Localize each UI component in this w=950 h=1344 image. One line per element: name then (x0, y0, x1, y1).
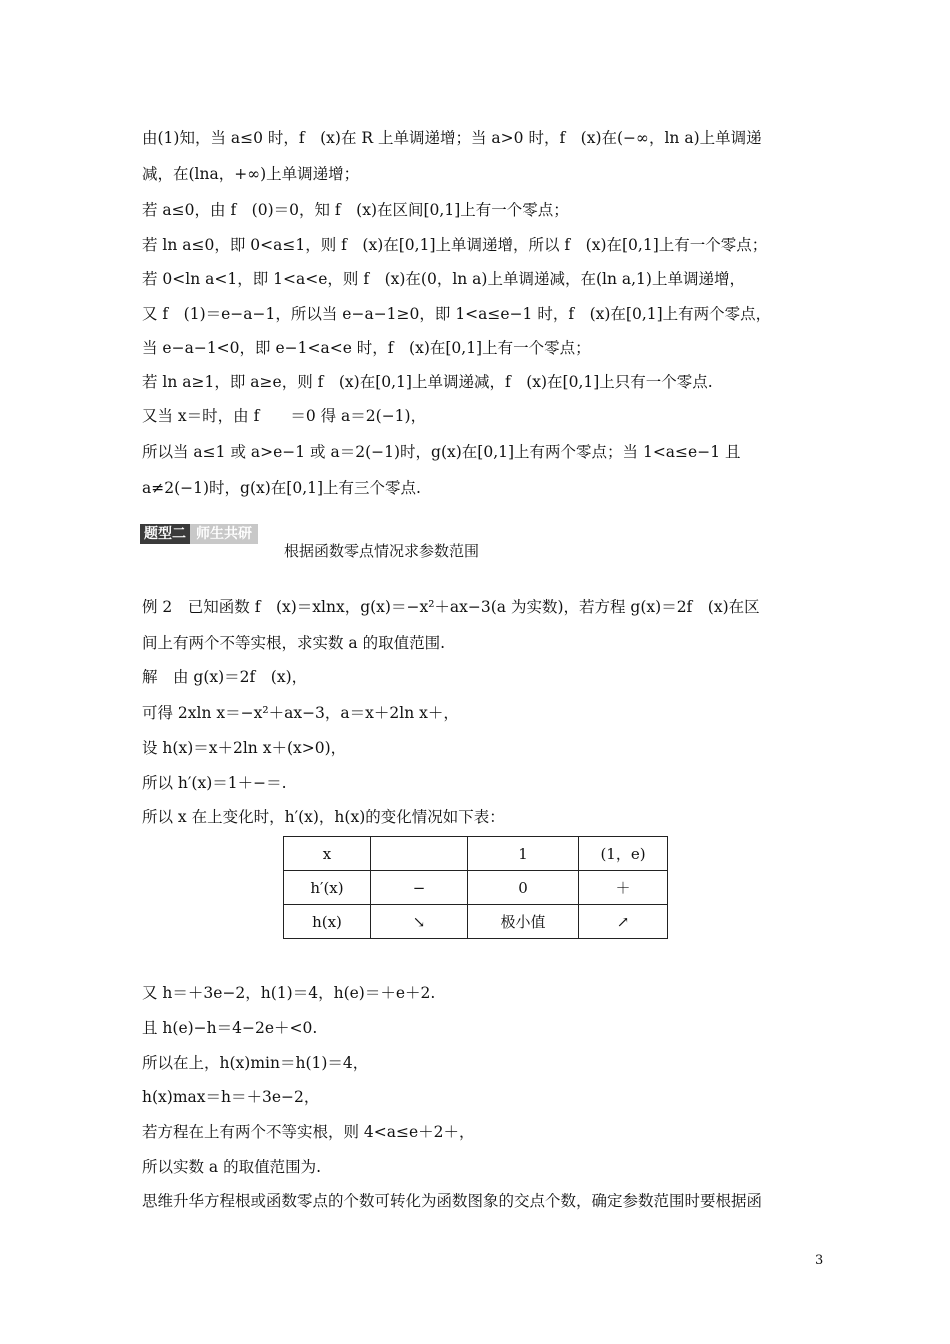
text-line: 若 ln a≤0，即 0<a≤1，则 f (x)在[0,1]上单调递增，所以 f (x)在[0,1]上有一个零点； (142, 236, 768, 254)
table-cell: ↘ (371, 905, 468, 939)
text-line: 所以在上，h(x)min＝h(1)＝4， (142, 1054, 369, 1072)
table-cell: − (371, 871, 468, 905)
text-line: 且 h(e)−h＝4−2e＋<0. (142, 1019, 318, 1037)
text-line: 由(1)知，当 a≤0 时，f (x)在 R 上单调递增；当 a>0 时，f (x)在(−∞，ln a)上单调递 (142, 129, 762, 147)
badge-mode-label: 师生共研 (190, 524, 258, 544)
text-line: 思维升华方程根或函数零点的个数可转化为函数图象的交点个数，确定参数范围时要根据函 (142, 1192, 763, 1210)
text-line: 若 ln a≥1，即 a≥e，则 f (x)在[0,1]上单调递减，f (x)在[0,1]上只有一个零点. (142, 373, 713, 391)
text-line: 所以 h′(x)＝1＋−＝. (142, 774, 287, 792)
text-line: 减，在(lna，+∞)上单调递增； (142, 165, 360, 183)
table-cell: (1，e) (579, 837, 668, 871)
table-row (284, 837, 668, 871)
table-cell: ＋ (579, 871, 668, 905)
text-line: 所以当 a≤1 或 a>e−1 或 a＝2(−1)时，g(x)在[0,1]上有两个零点；当 1<a≤e−1 且 (142, 443, 741, 461)
table-cell: 1 (468, 837, 579, 871)
text-line: 解 由 g(x)＝2f (x)， (142, 668, 308, 686)
text-line: 当 e−a−1<0，即 e−1<a<e 时，f (x)在[0,1]上有一个零点； (142, 339, 591, 357)
page-number: 3 (815, 1253, 824, 1268)
variation-table (283, 836, 668, 939)
text-line: h(x)max＝h＝＋3e−2， (142, 1088, 320, 1106)
badge-type-label: 题型二 (140, 524, 190, 544)
text-line: 所以实数 a 的取值范围为. (142, 1158, 322, 1176)
text-line: 若 a≤0，由 f (0)＝0，知 f (x)在区间[0,1]上有一个零点； (142, 201, 569, 219)
table-row (284, 905, 668, 939)
table-cell: 0 (468, 871, 579, 905)
table-cell: h(x) (284, 905, 371, 939)
table-cell: h′(x) (284, 871, 371, 905)
text-line: 所以 x 在上变化时，h′(x)，h(x)的变化情况如下表： (142, 808, 505, 826)
text-line: 又 f (1)＝e−a−1，所以当 e−a−1≥0，即 1<a≤e−1 时，f (x)在[0,1]上有两个零点， (142, 305, 772, 323)
section-badge (140, 524, 258, 544)
text-line: 可得 2xln x＝−x²＋ax−3，a＝x＋2ln x＋， (142, 704, 459, 722)
table-row (284, 871, 668, 905)
text-line: 又当 x＝时，由 f ＝0 得 a＝2(−1)， (142, 407, 427, 425)
table-cell (371, 837, 468, 871)
text-line: 设 h(x)＝x＋2ln x＋(x>0)， (142, 739, 347, 757)
text-line: 间上有两个不等实根，求实数 a 的取值范围. (142, 634, 446, 652)
table-cell: ↗ (579, 905, 668, 939)
text-line: 若方程在上有两个不等实根，则 4<a≤e＋2＋， (142, 1123, 475, 1141)
text-line: 若 0<ln a<1，即 1<a<e，则 f (x)在(0，ln a)上单调递减，在(ln a,1)上单调递增， (142, 270, 745, 288)
table-cell: x (284, 837, 371, 871)
text-line: a≠2(−1)时，g(x)在[0,1]上有三个零点. (142, 479, 421, 497)
text-line: 例 2 已知函数 f (x)＝xlnx，g(x)＝−x²＋ax−3(a 为实数)，若方程 g(x)＝2f (x)在区 (142, 598, 760, 616)
table-cell: 极小值 (468, 905, 579, 939)
text-line: 又 h＝＋3e−2，h(1)＝4，h(e)＝＋e＋2. (142, 984, 436, 1002)
section-subtitle: 根据函数零点情况求参数范围 (284, 542, 480, 560)
